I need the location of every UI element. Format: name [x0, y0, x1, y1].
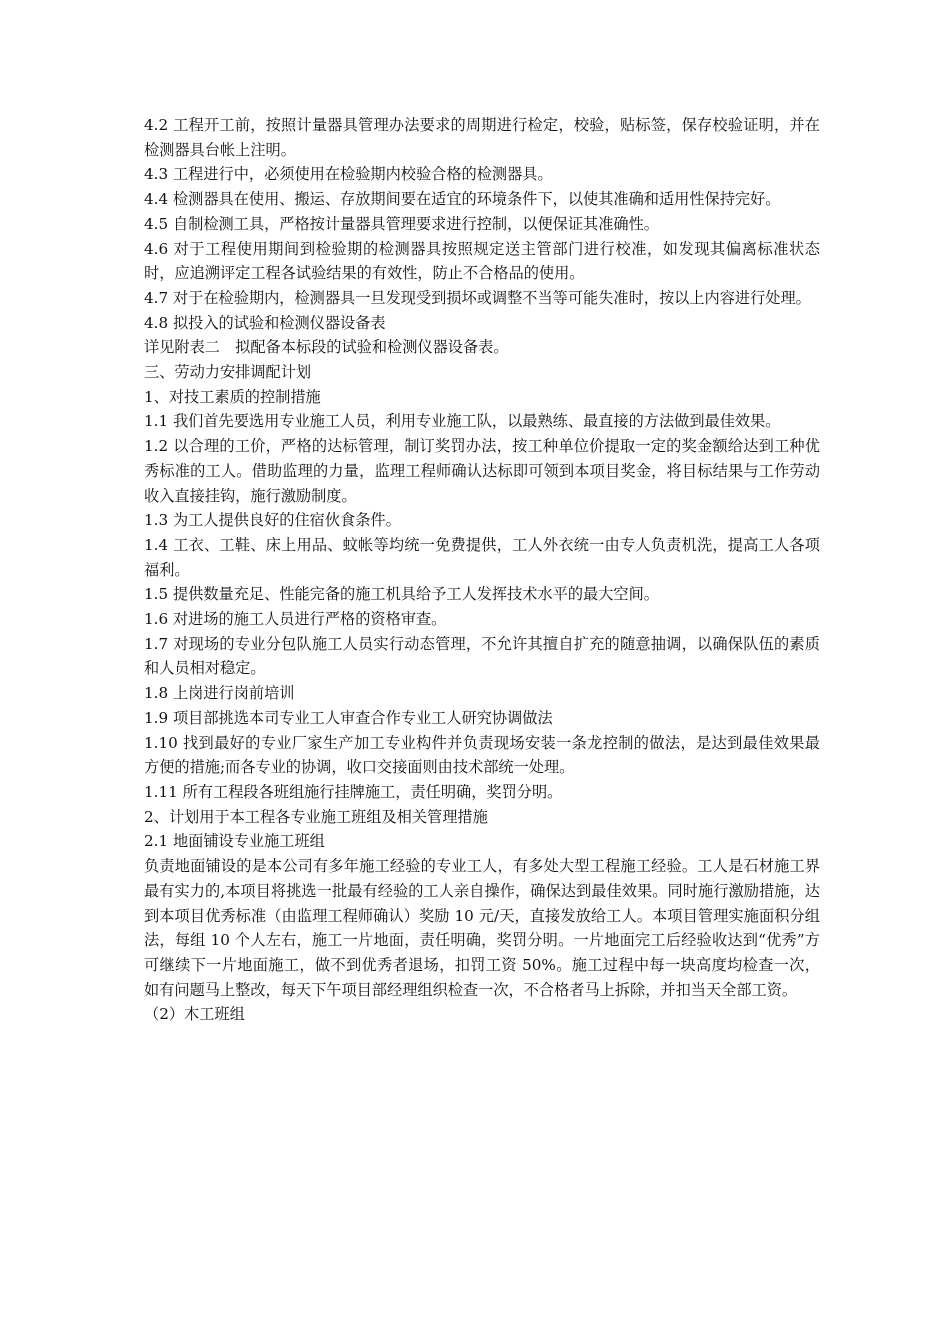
- paragraph-4-5: 4.5 自制检测工具，严格按计量器具管理要求进行控制，以便保证其准确性。: [144, 214, 659, 233]
- paragraph-4-3: 4.3 工程进行中，必须使用在检验期内校验合格的检测器具。: [144, 165, 553, 184]
- paragraph-1-11: 1.11 所有工程段各班组施行挂牌施工，责任明确，奖罚分明。: [144, 782, 563, 801]
- document-body: [144, 113, 820, 1027]
- paragraph-floor-team: 负责地面铺设的是本公司有多年施工经验的专业工人，有多处大型工程施工经验。工人是石材施工界最有实力的,本项目将挑选一批最有经验的工人亲自操作，确保达到最佳效果。同时施行激励措施，达到本项目优秀标准（由监理工程师确认）奖励 10 元/天，直接发放给工人。本项目管理实施面积分组法，每组 10 个人左右，施工一片地面，责任明确，奖罚分明。一片地面完工后经验收达到“优秀”方可继续下一片地面施工，做不到优秀者退场，扣罚工资 50%。施工过程中每一块高度均检查一次，如有问题马上整改，每天下午项目部经理组织检查一次，不合格者马上拆除，并扣当天全部工资。: [144, 857, 820, 999]
- paragraph-1-6: 1.6 对进场的施工人员进行严格的资格审查。: [144, 610, 447, 629]
- paragraph-1-8: 1.8 上岗进行岗前培训: [144, 684, 295, 703]
- paragraph-4-2: 4.2 工程开工前，按照计量器具管理办法要求的周期进行检定，校验，贴标签，保存校验证明，并在检测器具台帐上注明。: [144, 116, 820, 159]
- paragraph-1-5: 1.5 提供数量充足、性能完备的施工机具给予工人发挥技术水平的最大空间。: [144, 585, 659, 604]
- subsection-heading-1: 1、对技工素质的控制措施: [144, 387, 321, 406]
- paragraph-1-7: 1.7 对现场的专业分包队施工人员实行动态管理，不允许其擅自扩充的随意抽调，以确保队伍的素质和人员相对稳定。: [144, 634, 820, 678]
- paragraph-carpentry-heading: （2）木工班组: [144, 1005, 245, 1024]
- paragraph-1-10: 1.10 找到最好的专业厂家生产加工专业构件并负责现场安装一条龙控制的做法，是达到最佳效果最方便的措施;而各专业的协调，收口交接面则由技术部统一处理。: [144, 733, 820, 777]
- paragraph-1-2: 1.2 以合理的工价，严格的达标管理，制订奖罚办法，按工种单位价提取一定的奖金额给达到工种优秀标准的工人。借助监理的力量，监理工程师确认达标即可领到本项目奖金，将目标结果与工作劳动收入直接挂钩，施行激励制度。: [144, 437, 820, 505]
- paragraph-1-9: 1.9 项目部挑选本司专业工人审查合作专业工人研究协调做法: [144, 708, 553, 727]
- paragraph-4-7: 4.7 对于在检验期内，检测器具一旦发现受到损坏或调整不当等可能失准时，按以上内容进行处理。: [144, 288, 811, 307]
- paragraph-4-4: 4.4 检测器具在使用、搬运、存放期间要在适宜的环境条件下，以使其准确和适用性保持完好。: [144, 190, 781, 209]
- paragraph-2-1: 2.1 地面铺设专业施工班组: [144, 832, 325, 851]
- paragraph-4-8: 4.8 拟投入的试验和检测仪器设备表: [144, 313, 386, 332]
- paragraph-4-6: 4.6 对于工程使用期间到检验期的检测器具按照规定送主管部门进行校准，如发现其偏离标准状态时，应追溯评定工程各试验结果的有效性，防止不合格品的使用。: [144, 239, 820, 283]
- paragraph-1-4: 1.4 工衣、工鞋、床上用品、蚊帐等均统一免费提供，工人外衣统一由专人负责机洗，提高工人各项福利。: [144, 535, 820, 579]
- section-heading-3: 三、劳动力安排调配计划: [144, 363, 312, 382]
- subsection-heading-2: 2、计划用于本工程各专业施工班组及相关管理措施: [144, 807, 488, 826]
- paragraph-1-1: 1.1 我们首先要选用专业施工人员，利用专业施工队，以最熟练、最直接的方法做到最佳效果。: [144, 412, 781, 431]
- paragraph-appendix-ref: 详见附表二 拟配备本标段的试验和检测仪器设备表。: [144, 338, 509, 357]
- paragraph-1-3: 1.3 为工人提供良好的住宿伙食条件。: [144, 511, 401, 530]
